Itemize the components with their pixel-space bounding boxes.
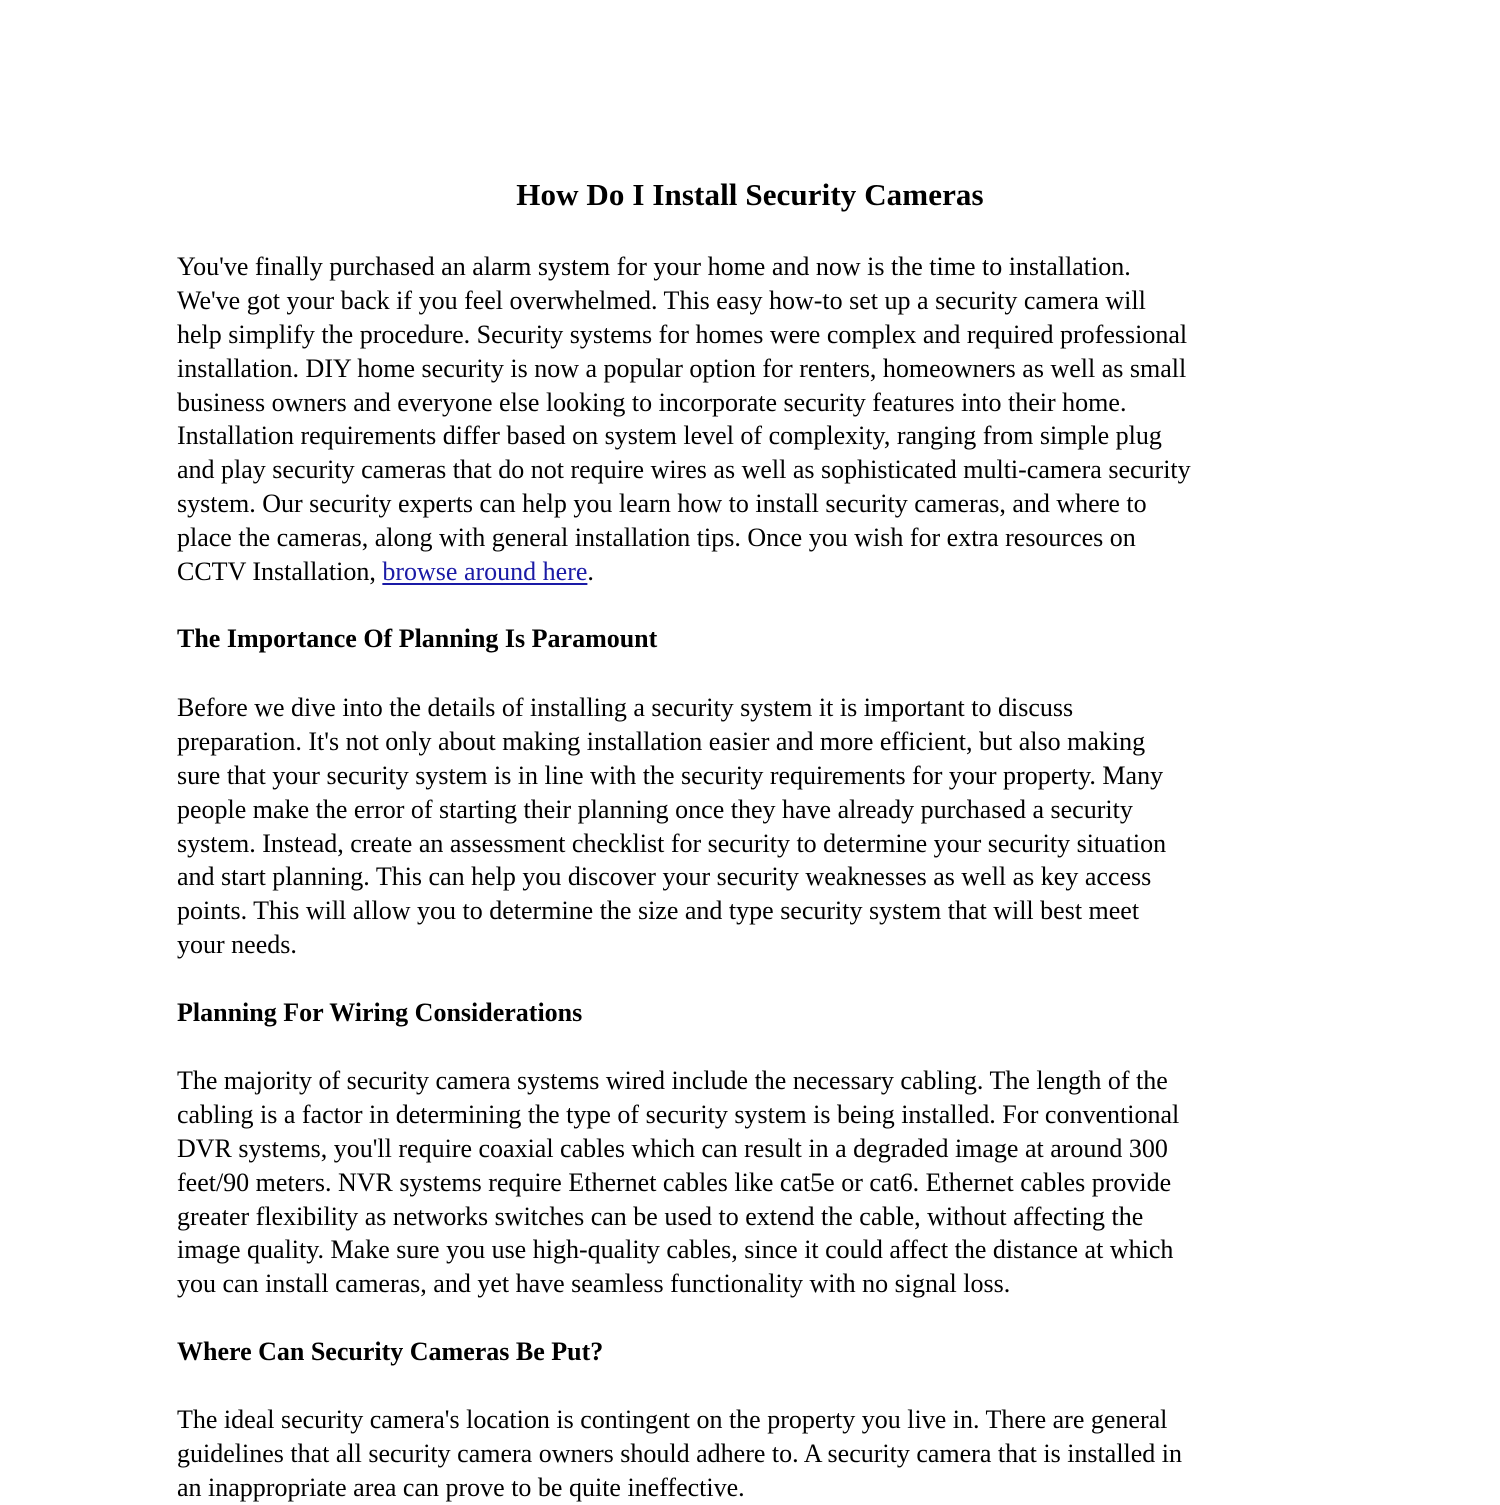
text-line: people make the error of starting their planning once they have already purchased a security (177, 794, 1133, 824)
text-line: Installation requirements differ based on system level of complexity, ranging from simple plug (177, 421, 1162, 451)
text-line: feet/90 meters. NVR systems require Ethernet cables like cat5e or cat6. Ethernet cables provide (177, 1167, 1172, 1197)
text-line: guidelines that all security camera owners should adhere to. A security camera that is installed in (177, 1438, 1183, 1468)
document-title: How Do I Install Security Cameras (516, 177, 984, 212)
text-line: greater flexibility as networks switches can be used to extend the cable, without affecting the (177, 1201, 1144, 1231)
section-heading-wiring: Planning For Wiring Considerations (177, 998, 583, 1027)
text-line: DVR systems, you'll require coaxial cables which can result in a degraded image at around 300 (177, 1133, 1168, 1163)
text-line: system. Our security experts can help you learn how to install security cameras, and where to (177, 489, 1147, 519)
text-line: We've got your back if you feel overwhelmed. This easy how-to set up a security camera will (177, 285, 1146, 315)
wiring-paragraph (177, 1064, 1179, 1301)
text-line: business owners and everyone else looking to incorporate security features into their home. (177, 387, 1127, 417)
text-before-link: CCTV Installation, (177, 557, 383, 587)
text-line: an inappropriate area can prove to be quite ineffective. (177, 1472, 745, 1502)
text-line: sure that your security system is in line with the security requirements for your property. Many (177, 760, 1164, 790)
text-line: The majority of security camera systems wired include the necessary cabling. The length of the (177, 1066, 1168, 1095)
text-line: cabling is a factor in determining the type of security system is being installed. For conventional (177, 1099, 1180, 1129)
text-line: preparation. It's not only about making installation easier and more efficient, but also making (177, 726, 1146, 756)
text-line: and play security cameras that do not require wires as well as sophisticated multi-camera security (177, 455, 1191, 485)
text-line: place the cameras, along with general installation tips. Once you wish for extra resources on (177, 523, 1136, 553)
browse-around-here-link[interactable]: browse around here (382, 557, 588, 587)
text-line: points. This will allow you to determine the size and type security system that will best meet (177, 896, 1140, 926)
text-line: help simplify the procedure. Security systems for homes were complex and required professional (177, 319, 1188, 349)
planning-paragraph (177, 691, 1166, 962)
placement-paragraph (177, 1403, 1182, 1505)
text-line-with-link (177, 555, 1191, 589)
text-line: Before we dive into the details of installing a security system it is important to discuss (177, 693, 1074, 722)
section-heading-placement: Where Can Security Cameras Be Put? (177, 1337, 604, 1366)
text-line: installation. DIY home security is now a popular option for renters, homeowners as well as small (177, 353, 1187, 383)
text-line: image quality. Make sure you use high-quality cables, since it could affect the distance at which (177, 1235, 1174, 1265)
text-line: and start planning. This can help you discover your security weaknesses as well as key access (177, 862, 1152, 892)
text-line: system. Instead, create an assessment checklist for security to determine your security situation (177, 828, 1167, 858)
text-line: you can install cameras, and yet have seamless functionality with no signal loss. (177, 1269, 1011, 1299)
section-heading-planning: The Importance Of Planning Is Paramount (177, 624, 658, 653)
intro-paragraph (177, 250, 1191, 589)
text-after-link: . (587, 557, 594, 587)
text-line: The ideal security camera's location is contingent on the property you live in. There are general (177, 1405, 1168, 1434)
text-line: your needs. (177, 930, 297, 960)
text-line: You've finally purchased an alarm system for your home and now is the time to installation. (177, 252, 1131, 281)
